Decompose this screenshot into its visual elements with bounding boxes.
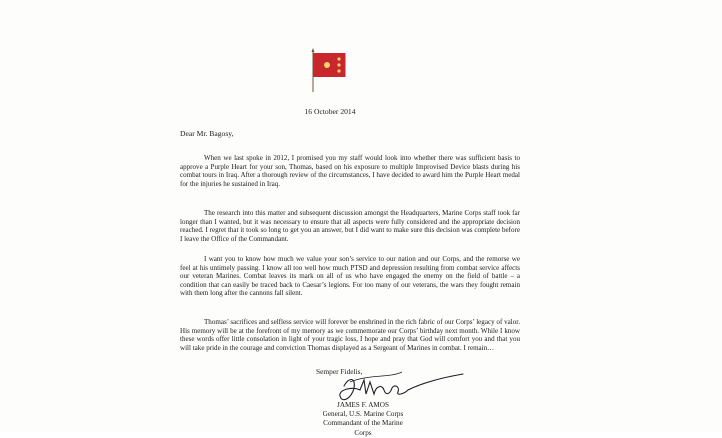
paragraph-2 xyxy=(180,209,520,243)
signatory-title: Commandant of the Marine Corps xyxy=(323,419,403,437)
salutation: Dear Mr. Bagosy, xyxy=(180,129,234,138)
paragraph-4 xyxy=(180,318,520,352)
paragraph-1-text: When we last spoke in 2012, I promised you my staff would look into whether there was sufficient basis to approve a Purple Heart for your son, Thomas, based on his exposure to multiple Improvised Device blasts during his combat tours in Iraq. After a thorough review of the circumstances, I have decided to award him the Purple Heart medal for the injuries he sustained in Iraq. xyxy=(180,154,520,188)
paragraph-3-text: I want you to know how much we value your son’s service to our nation and our Corps, and the remorse we feel at his untimely passing. I know all too well how much PTSD and depression resulting from combat service affects our veteran Marines. Combat leaves its mark on all of us who have engaged the enemy on the field of battle – a condition that can easily be traced back to Caesar’s legions. For too many of our veterans, the wars they fought remain with them long after the cannons fall silent. xyxy=(180,255,520,297)
paragraph-3 xyxy=(180,255,520,298)
signatory-rank: General, U.S. Marine Corps xyxy=(322,410,404,419)
closing: Semper Fidelis, xyxy=(316,367,363,376)
paragraph-1 xyxy=(180,154,520,188)
signatory-name: JAMES F. AMOS xyxy=(337,401,389,409)
paragraph-4-text: Thomas’ sacrifices and selfless service will forever be enshrined in the rich fabric of our Corps’ legacy of valor. His memory will be at the forefront of my memory as we commemorate our Corps’ birthday next month. While I know these words offer little consolation in light of your tragic loss, I hope and pray that God will comfort you and that you will take pride in the courage and conviction Thomas displayed as a Sergeant of Marines in combat. I remain… xyxy=(180,318,520,352)
commandant-flag-icon xyxy=(307,48,353,92)
letter-date: 16 October 2014 xyxy=(304,107,356,116)
paragraph-2-text: The research into this matter and subsequent discussion amongst the Headquarters, Marine Corps staff took far longer than I wanted, but it was necessary to ensure that all aspects were fully considered and the appropriate decision reached. I regret that it took so long to get you an answer, but I did want to make sure this decision was complete before I leave the Office of the Commandant. xyxy=(180,209,520,243)
signature-block xyxy=(318,401,408,438)
